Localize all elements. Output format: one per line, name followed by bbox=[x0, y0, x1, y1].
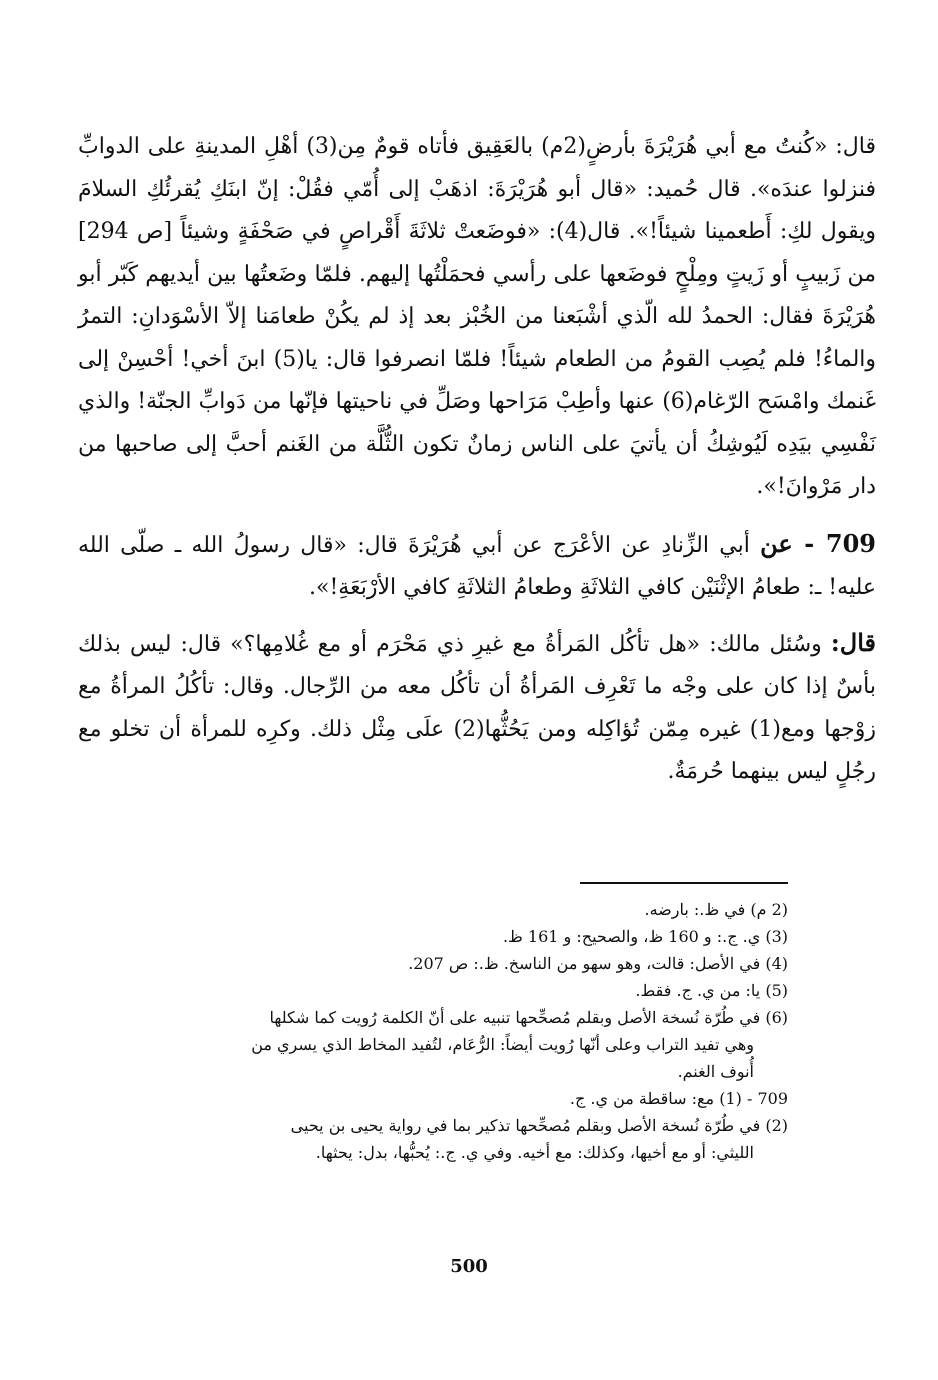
hadith-709 bbox=[78, 523, 876, 610]
footnote-6-line-3: أُنوف الغنم. bbox=[677, 1062, 754, 1081]
footnote-6: (6) في طُرّة نُسخة الأصل وبقلم مُصحِّحها تنبيه على أنّ الكلمة رُويت كما شكلها bbox=[269, 1008, 788, 1027]
main-text bbox=[78, 126, 876, 794]
footnote-separator bbox=[580, 882, 788, 884]
qaal-label: قال: bbox=[830, 627, 876, 657]
paragraph-abu-hurayra: قال: «كُنتُ مع أبي هُرَيْرَةَ بأرضٍ(2م) بالعَقِيق فأتاه قومٌ مِن(3) أهْلِ المدينةِ على الدوابِّ فنزلوا عندَه». قال حُميد: «قال أبو هُرَيْرَةَ: اذهَبْ إلى أُمّي فقُلْ: إنّ ابنَكِ يُقرئُكِ السلامَ ويقول لكِ: أَطعمينا شيئاً!». قال(4): «فوضَعتْ ثلاثَةَ أَقْراصٍ في صَحْفَةٍ وشيئاً [ص 294] من زَبيبٍ أو زَيتٍ ومِلْحٍ فوضَعها على رأسي فحمَلْتُها إليهم. فلمّا وضَعتُها بين أيديهم كَبّر أبو هُرَيْرَةَ فقال: الحمدُ لله الّذي أشْبَعنا من الخُبْز بعد إذ لم يكُنْ طعامَنا إلاّ الأسْوَدانِ: التمرُ والماءُ! فلم يُصِب القومُ من الطعام شيئاً! فلمّا انصرفوا قال: يا(5) ابنَ أخي! أحْسِنْ إلى غَنمك وامْسَح الرّغام(6) عنها وأطِبْ مَرَاحها وصَلِّ في ناحيتها فإنّها من دَوابِّ الجنّة! والذي نَفْسِي بيَدِه لَيُوشِكُ أن يأتيَ على الناس زمانٌ تكون الثُّلَّة من الغَنم أحبَّ إلى صاحبها من دار مَرْوانَ!». bbox=[78, 134, 877, 499]
footnote-2m: (2 م) في ظ.: بارضه. bbox=[644, 900, 788, 919]
hadith-text: أبي الزِّنادِ عن الأعْرَج عن أبي هُرَيْرَةَ قال: «قال رسولُ الله ـ صلّى الله عليه! ـ: طعامُ الإثْنَيْن كافي الثلاثَةِ وطعامُ الثلاثَةِ كافي الأرْبَعَةِ!». bbox=[78, 532, 876, 600]
footnote-709-2: (2) في طُرّة نُسخة الأصل وبقلم مُصحِّحها تذكير بما في رواية يحيى بن يحيى bbox=[290, 1116, 788, 1135]
hadith-number: 709 - عن bbox=[760, 528, 876, 558]
page-number: 500 bbox=[450, 1256, 488, 1277]
footnote-6-line-2: وهي تفيد التراب وعلى أنّها رُويت أيضاً: الرُّعَام، لتُفيد المخاط الذي يسري من bbox=[251, 1035, 754, 1054]
footnote-709-2-line-2: الليثي: أو مع أخيها، وكذلك: مع أخيه. وفي ي. ج.: يُحبُّها، بدل: يحثها. bbox=[315, 1143, 754, 1162]
footnote-709-1: 709 - (1) مع: ساقطة من ي. ج. bbox=[569, 1089, 788, 1108]
footnote-5: (5) يا: من ي. ج. فقط. bbox=[635, 981, 788, 1000]
footnotes bbox=[188, 896, 788, 1166]
footnote-4: (4) في الأصل: قالت، وهو سهو من الناسخ. ظ.: ص 207. bbox=[408, 954, 788, 973]
paragraph-malik bbox=[78, 622, 876, 794]
malik-text: وسُئل مالك: «هل تأكُل المَرأةُ مع غيرِ ذي مَحْرَم أو مع غُلامِها؟» قال: ليس بذلك بأسٌ إذا كان على وجْه ما تَعْرِف المَرأةُ أن تأكُل معه من الرِّجال. وقال: تأكُلُ المرأةُ مع زوْجها ومع(1) غيره مِمّن تُؤاكِله ومن يَحُثُّها(2) علَى مِثْل ذلك. وكرِه للمرأة أن تخلو مع رجُلٍ ليس بينهما حُرمَةٌ. bbox=[78, 631, 876, 784]
footnote-3: (3) ي. ج.: و 160 ظ، والصحيح: و 161 ظ. bbox=[502, 927, 788, 946]
